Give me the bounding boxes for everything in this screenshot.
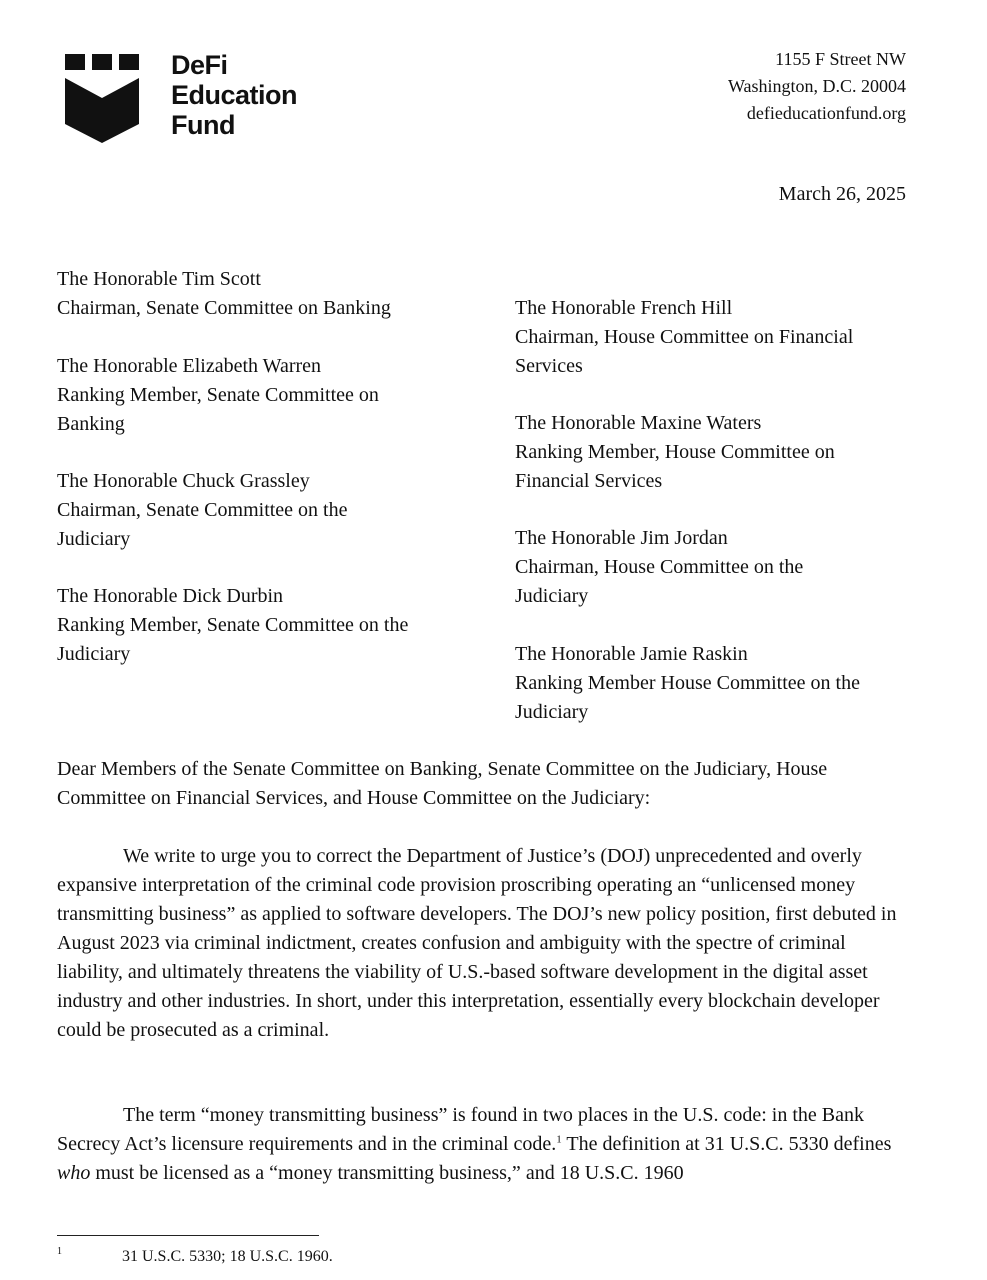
letter-date: March 26, 2025 xyxy=(778,183,906,205)
address-city: Washington, D.C. 20004 xyxy=(727,76,906,96)
recipient-name: The Honorable Jim Jordan xyxy=(515,527,728,549)
recipient-title: Ranking Member, House Committee on Financial Services xyxy=(515,441,835,492)
body-paragraph-2 xyxy=(57,1101,907,1188)
book-mark-icon xyxy=(63,50,159,146)
address-website[interactable]: defieducationfund.org xyxy=(746,103,906,123)
recipient-chuck-grassley xyxy=(57,467,397,554)
emphasis-who: who xyxy=(57,1162,91,1184)
paragraph-2-part-3: must be licensed as a “money transmitting business,” and 18 U.S.C. 1960 xyxy=(90,1162,684,1184)
recipient-title: Ranking Member, Senate Committee on the Judiciary xyxy=(57,614,409,665)
recipient-name: The Honorable Chuck Grassley xyxy=(57,470,310,492)
address-street: 1155 F Street NW xyxy=(775,49,906,69)
logo-line-1: DeFi xyxy=(171,50,228,80)
recipient-french-hill xyxy=(515,294,890,381)
footnote-text: 31 U.S.C. 5330; 18 U.S.C. 1960. xyxy=(122,1248,333,1265)
footnote-number: 1 xyxy=(57,1246,62,1257)
recipient-jamie-raskin xyxy=(515,640,915,727)
recipient-name: The Honorable Jamie Raskin xyxy=(515,643,748,665)
recipient-title: Chairman, Senate Committee on the Judiciary xyxy=(57,499,348,550)
recipient-title: Ranking Member House Committee on the Judiciary xyxy=(515,672,860,723)
footnote-divider xyxy=(57,1235,319,1236)
logo-line-2: Education xyxy=(171,80,298,110)
body-paragraph-1: We write to urge you to correct the Department of Justice’s (DOJ) unprecedented and overly expansive interpretation of the criminal code provision proscribing operating an “unlicensed money transmitting business” as applied to software developers. The DOJ’s new policy position, first debuted in August 2023 via criminal indictment, creates confusion and ambiguity with the spectre of criminal liability, and ultimately threatens the viability of U.S.-based software development in the digital asset industry and other industries. In short, under this interpretation, essentially every blockchain developer could be prosecuted as a criminal. xyxy=(57,845,897,1041)
defi-education-fund-logo xyxy=(63,50,323,150)
recipient-title: Chairman, House Committee on Financial Services xyxy=(515,326,854,377)
recipient-elizabeth-warren xyxy=(57,352,427,439)
paragraph-2-part-2: The definition at 31 U.S.C. 5330 defines xyxy=(561,1133,892,1155)
recipient-name: The Honorable French Hill xyxy=(515,297,733,319)
recipient-title: Chairman, Senate Committee on Banking xyxy=(57,297,391,319)
recipient-maxine-waters xyxy=(515,409,880,496)
footnote-reference[interactable]: 1 xyxy=(556,1133,562,1146)
logo-line-3: Fund xyxy=(171,110,235,140)
recipient-tim-scott xyxy=(57,265,477,323)
paragraph-2-part-1: The term “money transmitting business” is found in two places in the U.S. code: in the Bank Secrecy Act’s licensure requirements and in the criminal code. xyxy=(57,1104,864,1155)
recipient-title: Ranking Member, Senate Committee on Banking xyxy=(57,384,379,435)
salutation: Dear Members of the Senate Committee on Banking, Senate Committee on the Judiciary, House Committee on Financial Services, and House Committee on the Judiciary: xyxy=(57,758,828,809)
sender-address xyxy=(728,46,906,127)
logo-wordmark xyxy=(171,50,297,140)
recipient-title: Chairman, House Committee on the Judiciary xyxy=(515,556,804,607)
recipient-name: The Honorable Elizabeth Warren xyxy=(57,355,322,377)
recipient-name: The Honorable Maxine Waters xyxy=(515,412,762,434)
recipient-jim-jordan xyxy=(515,524,845,611)
recipient-dick-durbin xyxy=(57,582,457,669)
recipient-name: The Honorable Tim Scott xyxy=(57,268,261,290)
recipient-name: The Honorable Dick Durbin xyxy=(57,585,284,607)
